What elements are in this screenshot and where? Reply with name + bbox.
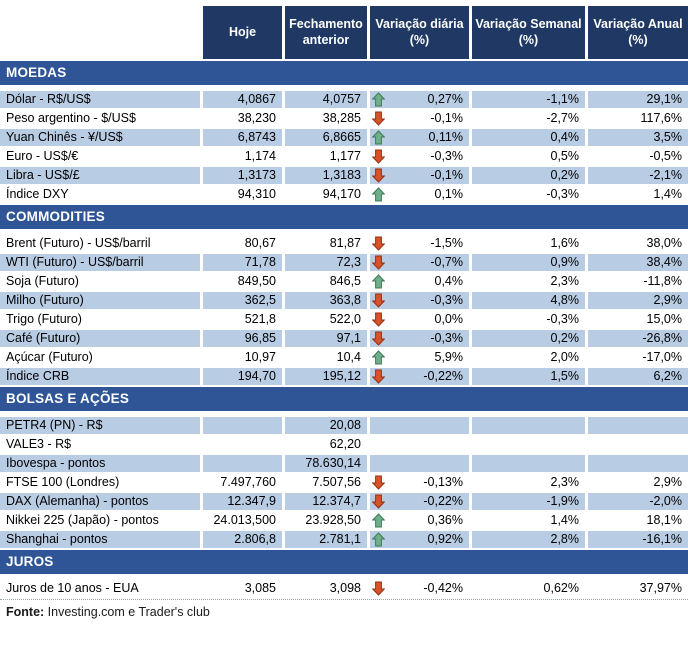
cell-hoje: 2.806,8 [203, 531, 282, 548]
cell-hoje: 521,8 [244, 312, 276, 326]
down-arrow-icon [372, 494, 385, 509]
cell-variacao-semanal: 0,2% [472, 167, 585, 184]
table-row [0, 531, 688, 548]
table-row [0, 273, 688, 290]
row-label: Juros de 10 anos - EUA [6, 581, 139, 595]
arrow-placeholder [372, 418, 385, 433]
cell-variacao-diaria [370, 186, 469, 203]
cell-variacao-diaria [370, 292, 469, 309]
variacao-diaria-value: -0,7% [430, 255, 463, 269]
cell-hoje: 38,230 [237, 111, 276, 125]
cell-variacao-semanal: -0,3% [546, 312, 579, 326]
table-row [0, 186, 688, 203]
cell-variacao-semanal: -1,1% [472, 91, 585, 108]
table-row [0, 493, 688, 510]
down-arrow-icon [372, 475, 385, 490]
row-label: Dólar - R$/US$ [0, 91, 200, 108]
cell-fechamento-anterior: 195,12 [285, 368, 367, 385]
cell-variacao-semanal: 2,0% [550, 350, 579, 364]
variacao-diaria-value: -0,22% [423, 369, 463, 383]
cell-fechamento-anterior: 846,5 [329, 274, 361, 288]
variacao-diaria-value: 0,0% [434, 312, 463, 326]
cell-hoje: 71,78 [203, 254, 282, 271]
table-row [0, 368, 688, 385]
up-arrow-icon [372, 187, 385, 202]
cell-variacao-anual [588, 436, 688, 453]
table-body [0, 61, 688, 597]
up-arrow-icon [372, 92, 385, 107]
variacao-diaria-value: 5,9% [434, 350, 463, 364]
cell-fechamento-anterior: 62,20 [329, 437, 361, 451]
row-label: Libra - US$/£ [0, 167, 200, 184]
cell-variacao-diaria [370, 235, 469, 252]
cell-variacao-semanal [472, 436, 585, 453]
row-label: Índice DXY [6, 187, 69, 201]
variacao-diaria-value: -0,3% [430, 149, 463, 163]
cell-variacao-diaria [370, 110, 469, 127]
table-row [0, 235, 688, 252]
cell-variacao-diaria [370, 417, 469, 434]
cell-variacao-anual: 2,9% [588, 292, 688, 309]
cell-variacao-anual: -0,5% [649, 149, 682, 163]
table-row [0, 436, 688, 453]
row-label: WTI (Futuro) - US$/barril [0, 254, 200, 271]
cell-fechamento-anterior: 78.630,14 [285, 455, 367, 472]
row-label: Brent (Futuro) - US$/barril [6, 236, 151, 250]
cell-variacao-semanal: 1,6% [550, 236, 579, 250]
cell-variacao-anual: 37,97% [639, 581, 682, 595]
table-row [0, 417, 688, 434]
row-label: PETR4 (PN) - R$ [0, 417, 200, 434]
cell-variacao-anual: 15,0% [646, 312, 682, 326]
col-header-variacao-anual: Variação Anual (%) [588, 6, 688, 59]
row-label: DAX (Alemanha) - pontos [0, 493, 200, 510]
variacao-diaria-value: -0,1% [430, 111, 463, 125]
down-arrow-icon [372, 312, 385, 327]
cell-variacao-anual: -17,0% [642, 350, 682, 364]
cell-variacao-diaria [370, 148, 469, 165]
cell-variacao-anual: -16,1% [588, 531, 688, 548]
cell-variacao-semanal [472, 417, 585, 434]
cell-hoje [203, 436, 282, 453]
col-header-variacao-semanal: Variação Semanal (%) [472, 6, 585, 59]
cell-variacao-diaria [370, 436, 469, 453]
cell-fechamento-anterior: 3,098 [329, 581, 361, 595]
cell-fechamento-anterior: 10,4 [336, 350, 361, 364]
cell-hoje: 96,85 [203, 330, 282, 347]
cell-hoje: 7.497,760 [220, 475, 276, 489]
section-header-commodities: COMMODITIES [0, 205, 688, 229]
cell-hoje: 194,70 [203, 368, 282, 385]
col-header-hoje: Hoje [203, 6, 282, 59]
cell-hoje: 12.347,9 [203, 493, 282, 510]
cell-variacao-semanal: -2,7% [546, 111, 579, 125]
cell-variacao-anual: 3,5% [588, 129, 688, 146]
cell-variacao-anual [588, 417, 688, 434]
up-arrow-icon [372, 513, 385, 528]
down-arrow-icon [372, 369, 385, 384]
cell-variacao-semanal: 0,2% [472, 330, 585, 347]
section-header-juros: JUROS [0, 550, 688, 574]
cell-variacao-diaria [370, 368, 469, 385]
cell-fechamento-anterior: 81,87 [329, 236, 361, 250]
cell-variacao-diaria [370, 531, 469, 548]
table-row [0, 254, 688, 271]
row-label: Trigo (Futuro) [6, 312, 82, 326]
cell-variacao-diaria [370, 129, 469, 146]
variacao-diaria-value: -0,3% [430, 331, 463, 345]
cell-hoje: 1,3173 [203, 167, 282, 184]
cell-variacao-semanal: 2,8% [472, 531, 585, 548]
down-arrow-icon [372, 236, 385, 251]
arrow-placeholder [372, 456, 385, 471]
down-arrow-icon [372, 168, 385, 183]
cell-variacao-diaria [370, 311, 469, 328]
cell-hoje: 10,97 [244, 350, 276, 364]
row-label: Milho (Futuro) [0, 292, 200, 309]
cell-variacao-diaria [370, 330, 469, 347]
cell-fechamento-anterior: 2.781,1 [285, 531, 367, 548]
cell-variacao-semanal: -0,3% [546, 187, 579, 201]
up-arrow-icon [372, 274, 385, 289]
cell-variacao-diaria [370, 493, 469, 510]
table-row [0, 110, 688, 127]
cell-fechamento-anterior: 1,177 [329, 149, 361, 163]
cell-hoje: 849,50 [237, 274, 276, 288]
cell-variacao-anual: -11,8% [643, 274, 682, 288]
cell-hoje: 94,310 [237, 187, 276, 201]
cell-variacao-semanal [472, 455, 585, 472]
cell-fechamento-anterior: 363,8 [285, 292, 367, 309]
cell-fechamento-anterior: 97,1 [285, 330, 367, 347]
variacao-diaria-value: 0,1% [434, 187, 463, 201]
cell-variacao-anual: -26,8% [588, 330, 688, 347]
cell-variacao-anual [588, 455, 688, 472]
cell-variacao-diaria [370, 273, 469, 290]
cell-variacao-semanal: -1,9% [472, 493, 585, 510]
cell-hoje [203, 417, 282, 434]
cell-variacao-anual: -2,1% [588, 167, 688, 184]
cell-variacao-semanal: 0,62% [543, 581, 579, 595]
cell-variacao-diaria [370, 455, 469, 472]
cell-fechamento-anterior: 94,170 [322, 187, 361, 201]
row-label: Nikkei 225 (Japão) - pontos [6, 513, 159, 527]
cell-fechamento-anterior: 7.507,56 [312, 475, 361, 489]
cell-variacao-anual: 29,1% [588, 91, 688, 108]
cell-hoje: 1,174 [244, 149, 276, 163]
row-label: Yuan Chinês - ¥/US$ [0, 129, 200, 146]
cell-variacao-anual: 18,1% [646, 513, 682, 527]
source-text: Investing.com e Trader's club [44, 605, 210, 619]
row-label: Soja (Futuro) [6, 274, 79, 288]
cell-variacao-semanal: 2,3% [550, 274, 579, 288]
down-arrow-icon [372, 331, 385, 346]
cell-variacao-semanal: 1,5% [472, 368, 585, 385]
cell-variacao-anual: -2,0% [588, 493, 688, 510]
row-label: Café (Futuro) [0, 330, 200, 347]
cell-fechamento-anterior: 1,3183 [285, 167, 367, 184]
table-row [0, 91, 688, 108]
cell-hoje: 362,5 [203, 292, 282, 309]
variacao-diaria-value: -0,3% [430, 293, 463, 307]
source-line [0, 605, 688, 619]
cell-variacao-diaria [370, 167, 469, 184]
up-arrow-icon [372, 532, 385, 547]
table-row [0, 148, 688, 165]
cell-fechamento-anterior: 522,0 [329, 312, 361, 326]
cell-variacao-diaria [370, 474, 469, 491]
variacao-diaria-value: 0,92% [427, 532, 463, 546]
table-row [0, 311, 688, 328]
up-arrow-icon [372, 350, 385, 365]
row-label: VALE3 - R$ [6, 437, 72, 451]
table-row [0, 167, 688, 184]
table-row [0, 455, 688, 472]
row-label: Shanghai - pontos [0, 531, 200, 548]
cell-variacao-anual: 38,0% [646, 236, 682, 250]
cell-variacao-diaria [370, 349, 469, 366]
row-label: FTSE 100 (Londres) [6, 475, 120, 489]
cell-variacao-anual: 2,9% [653, 475, 682, 489]
variacao-diaria-value: -0,13% [423, 475, 463, 489]
table-row [0, 330, 688, 347]
up-arrow-icon [372, 130, 385, 145]
cell-variacao-semanal: 4,8% [472, 292, 585, 309]
cell-hoje: 24.013,500 [213, 513, 276, 527]
cell-fechamento-anterior: 38,285 [322, 111, 361, 125]
row-label: Peso argentino - $/US$ [6, 111, 136, 125]
row-label: Ibovespa - pontos [0, 455, 200, 472]
cell-variacao-semanal: 2,3% [550, 475, 579, 489]
table-row [0, 129, 688, 146]
table-row [0, 292, 688, 309]
cell-fechamento-anterior: 12.374,7 [285, 493, 367, 510]
cell-variacao-anual: 117,6% [640, 111, 682, 125]
cell-variacao-semanal: 0,5% [550, 149, 579, 163]
variacao-diaria-value: -1,5% [430, 236, 463, 250]
row-label: Açúcar (Futuro) [6, 350, 93, 364]
down-arrow-icon [372, 293, 385, 308]
source-label: Fonte: [6, 605, 45, 619]
table-row [0, 349, 688, 366]
arrow-placeholder [372, 437, 385, 452]
variacao-diaria-value: 0,4% [434, 274, 463, 288]
cell-fechamento-anterior: 6,8665 [285, 129, 367, 146]
variacao-diaria-value: -0,42% [423, 581, 463, 595]
cell-hoje [203, 455, 282, 472]
cell-variacao-anual: 38,4% [588, 254, 688, 271]
cell-fechamento-anterior: 20,08 [285, 417, 367, 434]
cell-hoje: 80,67 [244, 236, 276, 250]
down-arrow-icon [372, 111, 385, 126]
col-header-fechamento-anterior: Fechamento anterior [285, 6, 367, 59]
table-row [0, 512, 688, 529]
row-label: Índice CRB [0, 368, 200, 385]
cell-fechamento-anterior: 23.928,50 [305, 513, 361, 527]
row-label: Euro - US$/€ [6, 149, 79, 163]
section-header-bolsas-e-acoes: BOLSAS E AÇÕES [0, 387, 688, 411]
cell-hoje: 3,085 [244, 581, 276, 595]
cell-variacao-semanal: 0,4% [472, 129, 585, 146]
cell-variacao-semanal: 1,4% [550, 513, 579, 527]
cell-variacao-semanal: 0,9% [472, 254, 585, 271]
cell-hoje: 6,8743 [203, 129, 282, 146]
variacao-diaria-value: -0,1% [430, 168, 463, 182]
variacao-diaria-value: 0,11% [428, 130, 463, 144]
cell-variacao-diaria [370, 254, 469, 271]
col-header-variacao-diaria: Variação diária (%) [370, 6, 469, 59]
cell-fechamento-anterior: 72,3 [285, 254, 367, 271]
bottom-divider [0, 599, 688, 600]
cell-variacao-anual: 1,4% [653, 187, 682, 201]
section-header-moedas: MOEDAS [0, 61, 688, 85]
cell-variacao-anual: 6,2% [588, 368, 688, 385]
table-row [0, 474, 688, 491]
header-spacer [0, 6, 200, 59]
variacao-diaria-value: 0,36% [427, 513, 463, 527]
table-row [0, 580, 688, 597]
down-arrow-icon [372, 255, 385, 270]
cell-variacao-diaria [370, 91, 469, 108]
down-arrow-icon [372, 149, 385, 164]
cell-hoje: 4,0867 [203, 91, 282, 108]
column-header-row [0, 6, 688, 59]
variacao-diaria-value: 0,27% [427, 92, 463, 106]
cell-fechamento-anterior: 4,0757 [285, 91, 367, 108]
variacao-diaria-value: -0,22% [423, 494, 463, 508]
down-arrow-icon [372, 581, 385, 596]
cell-variacao-diaria [370, 580, 469, 597]
cell-variacao-diaria [370, 512, 469, 529]
